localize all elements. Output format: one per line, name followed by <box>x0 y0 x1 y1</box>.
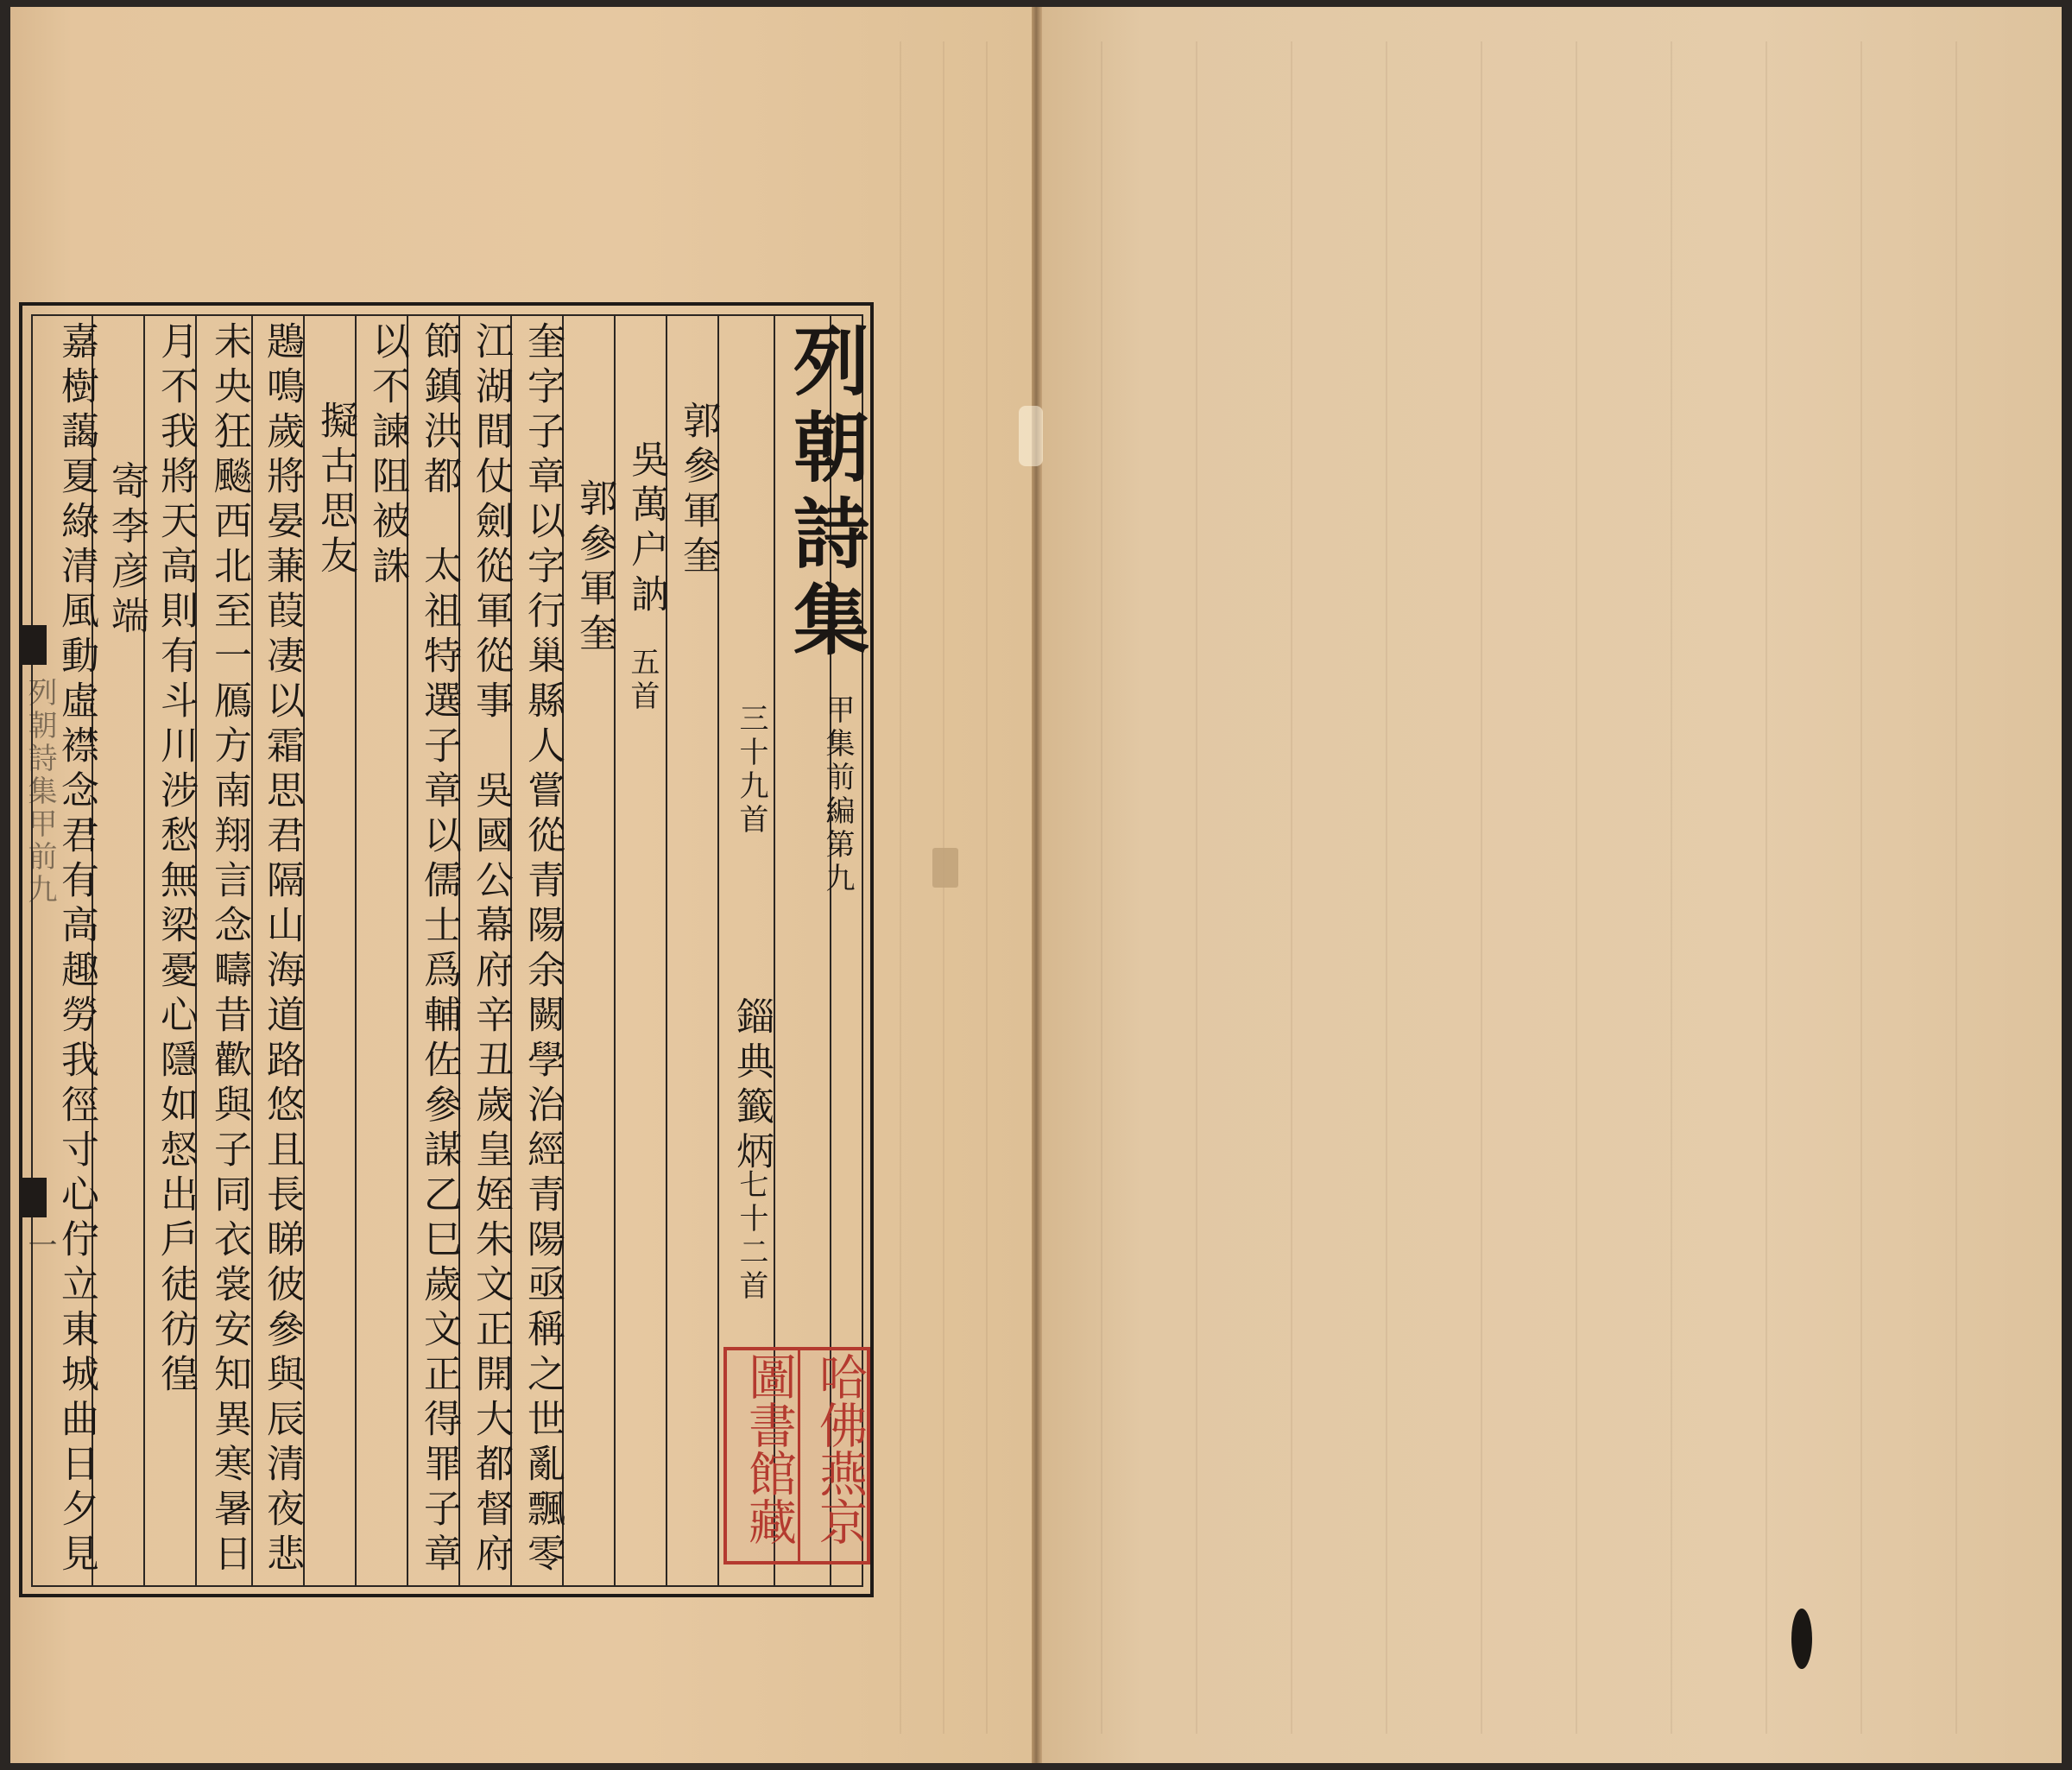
poem-title: 擬古思友 <box>313 401 357 580</box>
poem-count-2: 七十二首 <box>734 1169 768 1304</box>
show-through-rule <box>1766 41 1767 1734</box>
show-through-rule <box>1955 41 1957 1734</box>
paper-repair-patch <box>932 848 958 888</box>
show-through-rule <box>900 41 901 1734</box>
poem-count: 三十九首 <box>734 703 768 838</box>
biography-line: 江湖間仗劍從軍從事 吳國公幕府辛丑歲皇姪朱文正開大都督府 <box>469 321 513 1578</box>
show-through-rule <box>1291 41 1292 1734</box>
entry-count-wu: 五首 <box>625 647 660 714</box>
book-gutter <box>1032 7 1042 1763</box>
entry-subheading-guo: 郭參軍奎 <box>572 478 616 658</box>
library-seal <box>723 1347 870 1565</box>
biography-line: 奎字子章以字行巢縣人嘗從青陽余闕學治經青陽亟稱之世亂飄零 <box>521 321 565 1578</box>
compiler-label: 錙典籤炳 <box>730 996 774 1176</box>
right-page-blank <box>1040 7 2062 1763</box>
entry-heading-wu: 吳萬户訥 <box>624 439 668 619</box>
fold-fishtail-mark <box>21 625 47 665</box>
section-label: 甲集前編第九 <box>820 694 855 896</box>
fold-fishtail-mark <box>21 1178 47 1217</box>
biography-line: 節鎮洪都 太祖特選子章以儒士爲輔佐參謀乙巳歲文正得罪子章 <box>417 321 461 1578</box>
poem-line: 未央狂飈西北至一鴈方南翔言念疇昔歡與子同衣裳安知異寒暑日 <box>207 321 251 1578</box>
show-through-rule <box>943 41 944 1734</box>
ink-blot <box>1791 1609 1812 1669</box>
seal-divider <box>798 1350 800 1561</box>
book-title: 列朝詩集 <box>781 321 871 667</box>
biography-line: 以不諫阻被誅 <box>365 321 409 591</box>
poem-line: 鶗鳴歲將晏蒹葭凄以霜思君隔山海道路悠且長睇彼參與辰清夜悲 <box>260 321 304 1578</box>
poem-line: 嘉樹藹夏綠清風動虛襟念君有高趣勞我徑寸心佇立東城曲日夕見 <box>54 321 98 1578</box>
show-through-rule <box>1481 41 1482 1734</box>
seal-inscription-right: 哈佛燕京 <box>812 1352 868 1546</box>
poem-title: 寄李彦端 <box>104 461 148 641</box>
show-through-rule <box>1860 41 1862 1734</box>
show-through-rule <box>1671 41 1672 1734</box>
seal-inscription-left: 圖書館藏 <box>741 1352 797 1546</box>
show-through-rule <box>1101 41 1102 1734</box>
fold-title: 列朝詩集甲前九 <box>22 677 57 907</box>
page-number: 一 <box>22 1230 57 1262</box>
show-through-rule <box>1196 41 1197 1734</box>
entry-heading-guo: 郭參軍奎 <box>676 401 720 580</box>
show-through-rule <box>1576 41 1577 1734</box>
poem-line: 月不我將天高則有斗川涉愁無梁憂心隱如惄出戶徒彷徨 <box>154 321 198 1399</box>
show-through-rule <box>986 41 988 1734</box>
binding-thread-mark <box>1019 406 1043 466</box>
fold-margin <box>17 625 57 1262</box>
show-through-rule <box>1386 41 1387 1734</box>
